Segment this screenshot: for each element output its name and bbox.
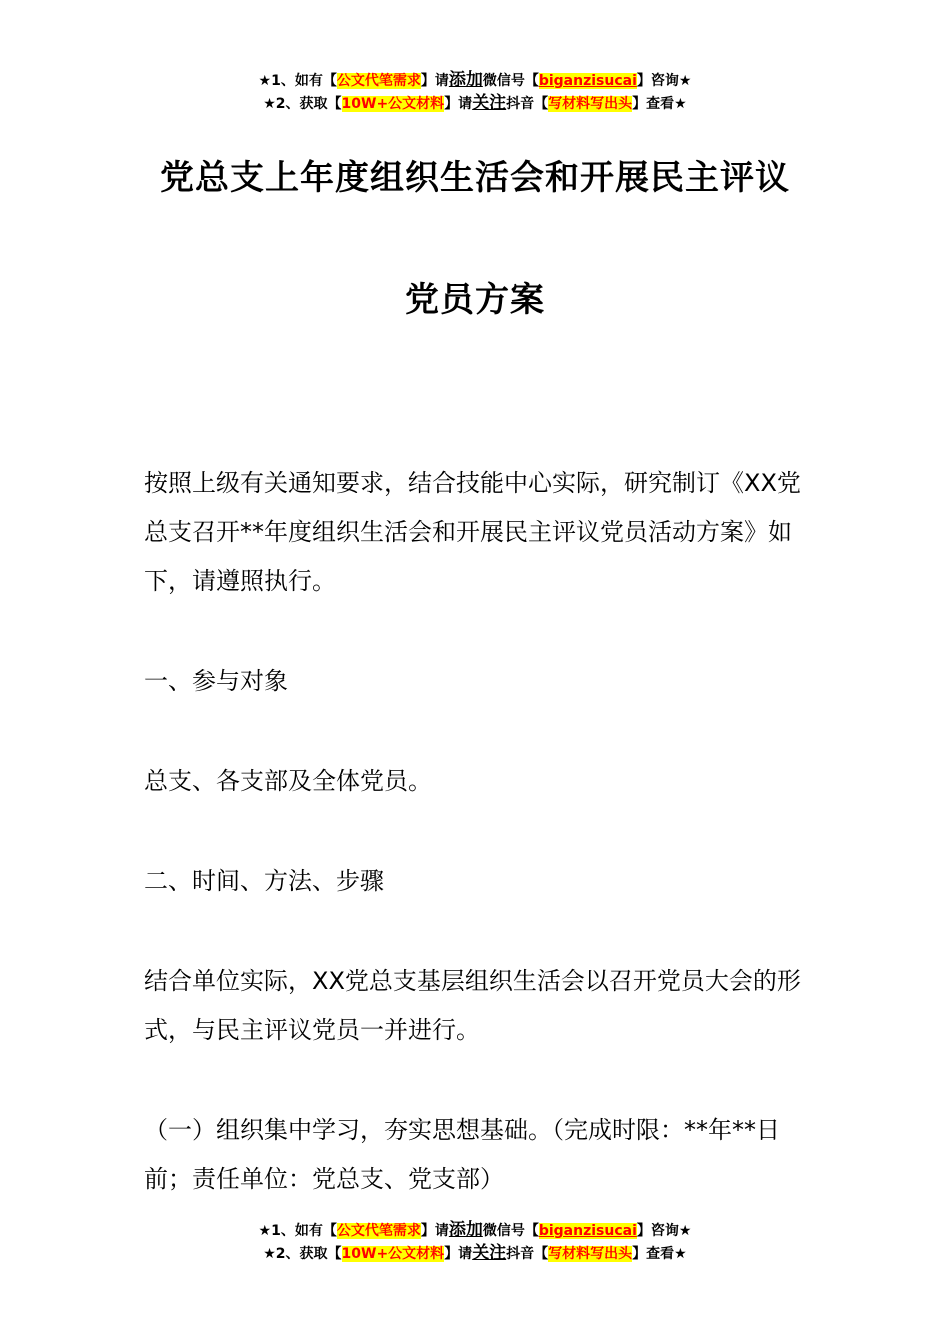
footer-ad-line-1: ★1、如有【公文代笔需求】请添加微信号【biganzisucai】咨询★ bbox=[258, 1220, 692, 1240]
ad-highlight-materials: 10W+公文材料 bbox=[341, 1246, 445, 1262]
paragraph-intro: 按照上级有关通知要求，结合技能中心实际，研究制订《XX党总支召开**年度组织生活会和开展民主评议党员活动方案》如下，请遵照执行。 bbox=[144, 469, 801, 595]
document-title-line-1: 党总支上年度组织生活会和开展民主评议 bbox=[160, 158, 790, 198]
header-ad-line-2: ★2、获取【10W+公文材料】请关注抖音【写材料写出头】查看★ bbox=[263, 93, 687, 113]
ad-highlight-wechat-id: biganzisucai bbox=[538, 1223, 637, 1239]
header-ad bbox=[0, 69, 950, 115]
paragraph-participants: 总支、各支部及全体党员。 bbox=[144, 767, 432, 795]
section-heading-participants: 一、参与对象 bbox=[144, 667, 288, 695]
ad-highlight-douyin: 写材料写出头 bbox=[548, 96, 633, 112]
ad-highlight-wechat-id: biganzisucai bbox=[538, 73, 637, 89]
paragraph-schedule: 结合单位实际，XX党总支基层组织生活会以召开党员大会的形式，与民主评议党员一并进行。 bbox=[144, 967, 801, 1044]
document-title-line-2: 党员方案 bbox=[405, 280, 545, 320]
ad-highlight-service: 公文代笔需求 bbox=[336, 1223, 421, 1239]
ad-highlight-materials: 10W+公文材料 bbox=[341, 96, 445, 112]
paragraph-study: （一）组织集中学习，夯实思想基础。（完成时限：**年**日前；责任单位：党总支、党支部） bbox=[144, 1116, 780, 1193]
footer-ad bbox=[0, 1219, 950, 1265]
section-heading-schedule: 二、时间、方法、步骤 bbox=[144, 867, 384, 895]
header-ad-line-1: ★1、如有【公文代笔需求】请添加微信号【biganzisucai】咨询★ bbox=[258, 70, 692, 90]
ad-highlight-service: 公文代笔需求 bbox=[336, 73, 421, 89]
ad-highlight-douyin: 写材料写出头 bbox=[548, 1246, 633, 1262]
footer-ad-line-2: ★2、获取【10W+公文材料】请关注抖音【写材料写出头】查看★ bbox=[263, 1243, 687, 1263]
